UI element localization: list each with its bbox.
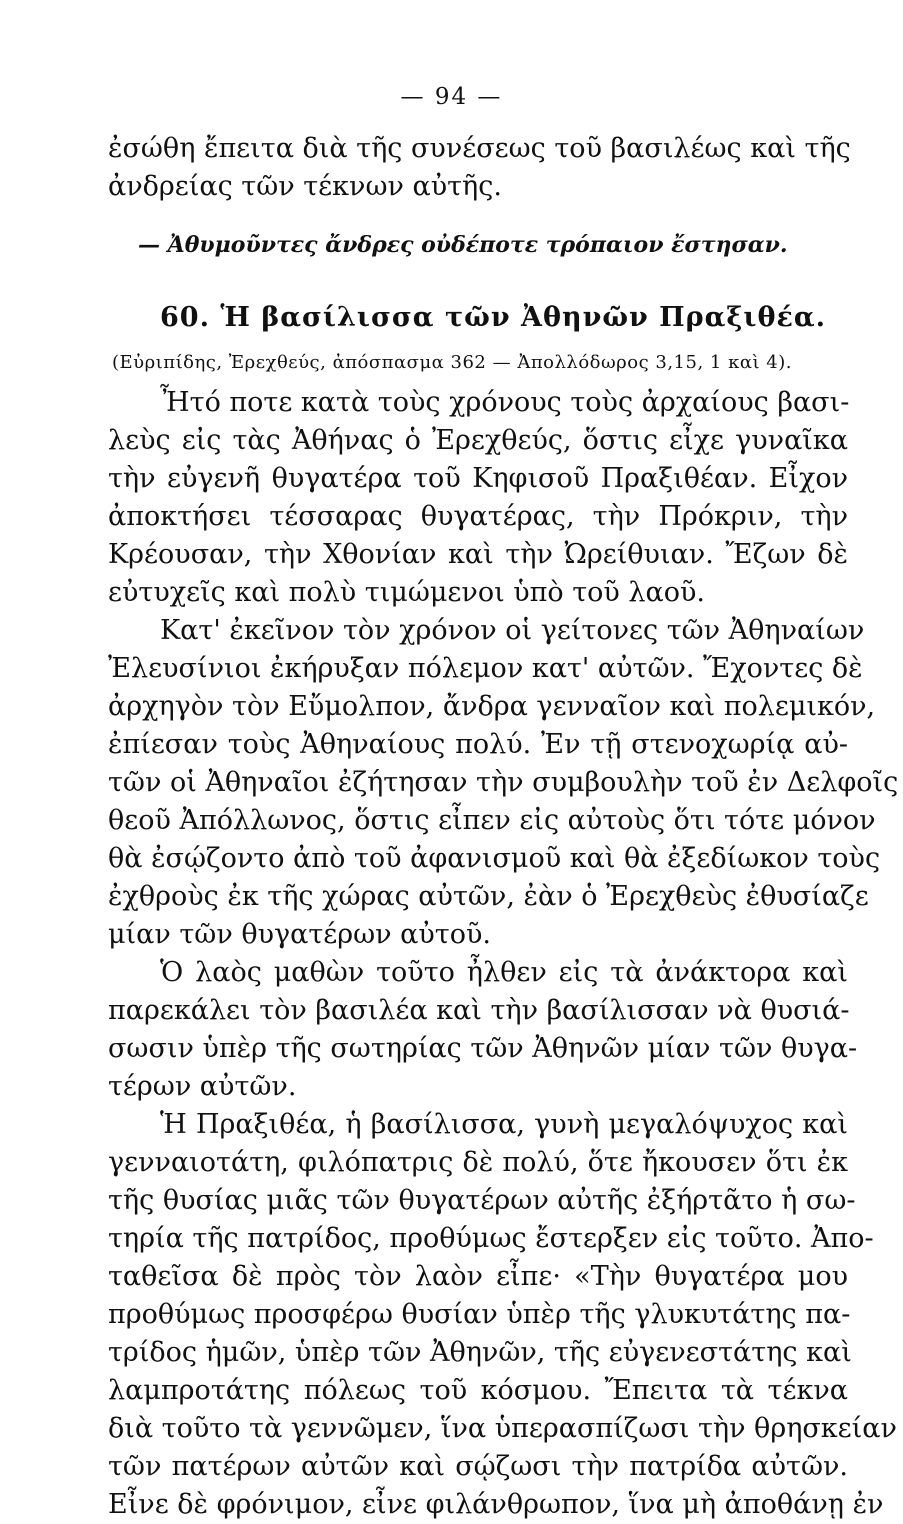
- body-line: παρεκάλει τὸν βασιλέα καὶ τὴν βασίλισσαν νὰ θυσιά-: [108, 995, 850, 1026]
- body-line: σωσιν ὑπὲρ τῆς σωτηρίας τῶν Ἀθηνῶν μίαν τῶν θυγα-: [108, 1033, 858, 1064]
- body-line: τέρων αὐτῶν.: [108, 1071, 297, 1102]
- body-line: Ἐλευσίνιοι ἐκήρυξαν πόλεμον κατ' αὐτῶν. Ἔχοντες δὲ: [108, 653, 863, 684]
- intro-line: ἐσώθη ἔπειτα διὰ τῆς συνέσεως τοῦ βασιλέως καὶ τῆς: [108, 133, 851, 164]
- body-line: μίαν τῶν θυγατέρων αὐτοῦ.: [108, 919, 491, 950]
- body-line: τὴν εὐγενῆ θυγατέρα τοῦ Κηφισοῦ Πραξιθέαν. Εἶχον: [108, 463, 848, 494]
- body-line: ἀποκτήσει τέσσαρας θυγατέρας, τὴν Πρόκριν, τὴν: [108, 501, 848, 532]
- body-line: τῶν πατέρων αὐτῶν καὶ σῴζωσι τὴν πατρίδα αὐτῶν.: [108, 1451, 848, 1482]
- chapter-sources: (Εὐριπίδης, Ἐρεχθεύς, ἀπόσπασμα 362 — Ἀπολλόδωρος 3,15, 1 καὶ 4).: [112, 352, 792, 373]
- body-line: ἐπίεσαν τοὺς Ἀθηναίους πολύ. Ἐν τῇ στενοχωρίᾳ αὐ-: [108, 729, 848, 760]
- body-line: Ἦτό ποτε κατὰ τοὺς χρόνους τοὺς ἀρχαίους βασι-: [160, 387, 850, 418]
- body-line: ταθεῖσα δὲ πρὸς τὸν λαὸν εἶπε· «Τὴν θυγατέρα μου: [108, 1261, 848, 1292]
- body-line: γενναιοτάτη, φιλόπατρις δὲ πολύ, ὅτε ἤκουσεν ὅτι ἐκ: [108, 1147, 848, 1178]
- body-line: λεὺς εἰς τὰς Ἀθήνας ὁ Ἐρεχθεύς, ὅστις εἶχε γυναῖκα: [108, 425, 848, 456]
- intro-line: ἀνδρείας τῶν τέκνων αὐτῆς.: [108, 171, 502, 202]
- chapter-body: [108, 384, 899, 1524]
- body-line: τῆς θυσίας μιᾶς τῶν θυγατέρων αὐτῆς ἐξήρτᾶτο ἡ σω-: [108, 1185, 856, 1216]
- body-line: διὰ τοῦτο τὰ γεννῶμεν, ἵνα ὑπερασπίζωσι τὴν θρησκείαν: [108, 1413, 897, 1444]
- body-line: Ὁ λαὸς μαθὼν τοῦτο ἦλθεν εἰς τὰ ἀνάκτορα καὶ: [160, 957, 848, 988]
- body-line: λαμπροτάτης πόλεως τοῦ κόσμου. Ἔπειτα τὰ τέκνα: [108, 1375, 848, 1406]
- body-line: θεοῦ Ἀπόλλωνος, ὅστις εἶπεν εἰς αὐτοὺς ὅτι τότε μόνον: [108, 805, 876, 836]
- body-line: τηρία τῆς πατρίδος, προθύμως ἔστερξεν εἰς τοῦτο. Ἀπο-: [108, 1223, 874, 1254]
- body-line: Κρέουσαν, τὴν Χθονίαν καὶ τὴν Ὠρείθυιαν. Ἔζων δὲ: [108, 539, 848, 570]
- body-line: Εἶνε δὲ φρόνιμον, εἶνε φιλάνθρωπον, ἵνα μὴ ἀποθάνῃ ἐν: [108, 1489, 884, 1520]
- body-line: τῶν οἱ Ἀθηναῖοι ἐζήτησαν τὴν συμβουλὴν τοῦ ἐν Δελφοῖς: [108, 767, 899, 798]
- intro-paragraph: [108, 130, 851, 206]
- body-line: εὐτυχεῖς καὶ πολὺ τιμώμενοι ὑπὸ τοῦ λαοῦ.: [108, 577, 706, 608]
- body-line: Ἡ Πραξιθέα, ἡ βασίλισσα, γυνὴ μεγαλόψυχος καὶ: [160, 1109, 848, 1140]
- body-line: Κατ' ἐκεῖνον τὸν χρόνον οἱ γείτονες τῶν Ἀθηναίων: [160, 615, 865, 646]
- body-line: τρίδος ἡμῶν, ὑπὲρ τῶν Ἀθηνῶν, τῆς εὐγενεστάτης καὶ: [108, 1337, 852, 1368]
- chapter-title: 60. Ἡ βασίλισσα τῶν Ἀθηνῶν Πραξιθέα.: [160, 302, 827, 333]
- motto: — Ἀθυμοῦντες ἄνδρες οὐδέποτε τρόπαιον ἔστησαν.: [138, 232, 788, 258]
- body-line: ἐχθροὺς ἐκ τῆς χώρας αὐτῶν, ἐὰν ὁ Ἐρεχθεὺς ἐθυσίαζε: [108, 881, 869, 912]
- page-number: — 94 —: [400, 84, 503, 110]
- body-line: θὰ ἐσῴζοντο ἀπὸ τοῦ ἀφανισμοῦ καὶ θὰ ἐξεδίωκον τοὺς: [108, 843, 881, 874]
- body-line: προθύμως προσφέρω θυσίαν ὑπὲρ τῆς γλυκυτάτης πα-: [108, 1299, 851, 1330]
- body-line: ἀρχηγὸν τὸν Εὔμολπον, ἄνδρα γενναῖον καὶ πολεμικόν,: [108, 691, 876, 722]
